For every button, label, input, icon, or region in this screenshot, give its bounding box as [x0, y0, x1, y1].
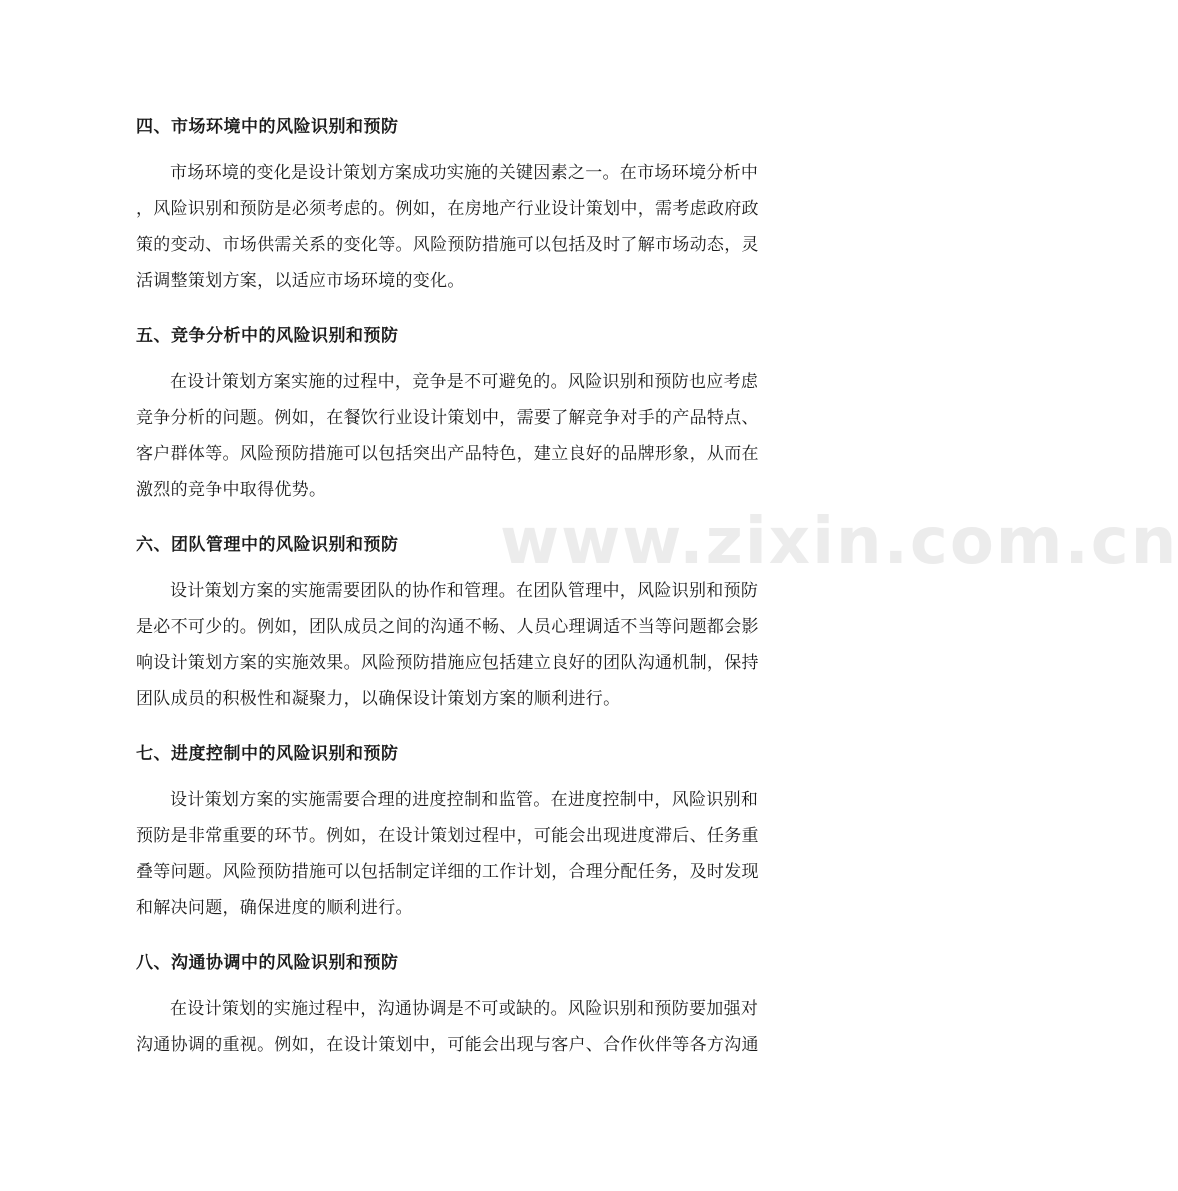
section-heading-6: 六、团队管理中的风险识别和预防 — [136, 535, 399, 555]
paragraph-line: 竞争分析的问题。例如，在餐饮行业设计策划中，需要了解竞争对手的产品特点、 — [136, 408, 759, 428]
paragraph-line: 沟通协调的重视。例如，在设计策划中，可能会出现与客户、合作伙伴等各方沟通 — [136, 1035, 759, 1055]
paragraph-line: 预防是非常重要的环节。例如，在设计策划过程中，可能会出现进度滞后、任务重 — [136, 826, 759, 846]
paragraph-line: 叠等问题。风险预防措施可以包括制定详细的工作计划，合理分配任务，及时发现 — [136, 862, 759, 882]
watermark: www.zixin.com.cn — [500, 505, 1178, 579]
paragraph-line: 在设计策划的实施过程中，沟通协调是不可或缺的。风险识别和预防要加强对 — [170, 999, 759, 1019]
paragraph-line: 客户群体等。风险预防措施可以包括突出产品特色，建立良好的品牌形象，从而在 — [136, 444, 759, 464]
paragraph-line: 设计策划方案的实施需要团队的协作和管理。在团队管理中，风险识别和预防 — [170, 581, 759, 601]
section-heading-8: 八、沟通协调中的风险识别和预防 — [136, 953, 399, 973]
paragraph-line: 响设计策划方案的实施效果。风险预防措施应包括建立良好的团队沟通机制，保持 — [136, 653, 759, 673]
paragraph-line: 激烈的竞争中取得优势。 — [136, 480, 327, 500]
paragraph-line: 团队成员的积极性和凝聚力，以确保设计策划方案的顺利进行。 — [136, 689, 621, 709]
paragraph-line: 设计策划方案的实施需要合理的进度控制和监管。在进度控制中，风险识别和 — [170, 790, 759, 810]
paragraph-line: 市场环境的变化是设计策划方案成功实施的关键因素之一。在市场环境分析中 — [170, 163, 759, 183]
paragraph-line: 活调整策划方案，以适应市场环境的变化。 — [136, 271, 465, 291]
paragraph-line: 策的变动、市场供需关系的变化等。风险预防措施可以包括及时了解市场动态，灵 — [136, 235, 759, 255]
paragraph-line: 是必不可少的。例如，团队成员之间的沟通不畅、人员心理调适不当等问题都会影 — [136, 617, 759, 637]
paragraph-line: 在设计策划方案实施的过程中，竞争是不可避免的。风险识别和预防也应考虑 — [170, 372, 759, 392]
section-heading-5: 五、竞争分析中的风险识别和预防 — [136, 326, 399, 346]
paragraph-line: ，风险识别和预防是必须考虑的。例如，在房地产行业设计策划中，需考虑政府政 — [136, 199, 759, 219]
paragraph-line: 和解决问题，确保进度的顺利进行。 — [136, 898, 413, 918]
section-heading-7: 七、进度控制中的风险识别和预防 — [136, 744, 399, 764]
section-heading-4: 四、市场环境中的风险识别和预防 — [136, 117, 399, 137]
